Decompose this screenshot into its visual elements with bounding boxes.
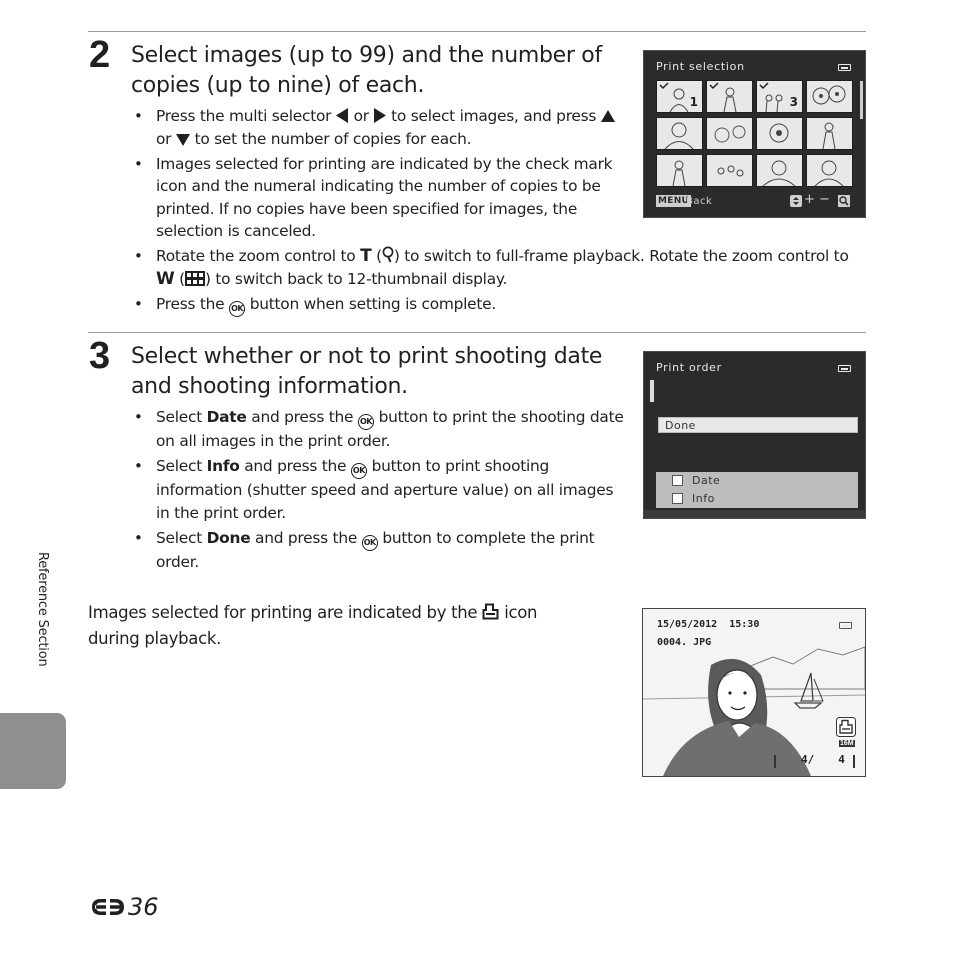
- thumbnail[interactable]: [656, 154, 703, 187]
- print-order-screen: [643, 351, 866, 519]
- print-options-panel: [656, 472, 858, 508]
- thumbnail-grid-icon: [185, 271, 205, 286]
- scroll-indicator: [650, 380, 654, 402]
- thumbnail[interactable]: [706, 80, 753, 113]
- step-2-bullet-ok: • Press the OK button when setting is complete.: [131, 293, 866, 317]
- image-mode-badge: 16M: [840, 740, 854, 747]
- ok-button-icon: OK: [362, 535, 378, 551]
- date-checkbox[interactable]: [672, 475, 683, 486]
- battery-icon: [838, 64, 851, 71]
- menu-key-badge: MENU: [658, 196, 690, 206]
- done-menu-item[interactable]: Done: [658, 417, 858, 433]
- thumbnail[interactable]: [656, 80, 703, 113]
- playback-screen: [642, 608, 866, 777]
- print-icon-note: Images selected for printing are indicated by the icon during playback.: [88, 603, 538, 648]
- copies-count: 3: [789, 95, 798, 109]
- date-option-label: Date: [692, 474, 721, 487]
- up-arrow-icon: [601, 110, 615, 123]
- down-arrow-icon: [176, 133, 190, 146]
- copies-count: 1: [689, 95, 698, 109]
- section-tab: [0, 713, 66, 789]
- print-selection-screen: [643, 50, 866, 218]
- step-2-bullet-multi-selector: • Press the multi selector or to select images, and press or to set the number of copies for each.: [131, 105, 631, 150]
- thumbnail[interactable]: [756, 154, 803, 187]
- zoom-wide-label: W: [156, 268, 175, 289]
- step-2-bullet-zoom-control: • Rotate the zoom control to T ( ) to switch to full-frame playback. Rotate the zoom control to W ( ) to switch back to 12-thumbnail display.: [131, 245, 866, 290]
- thumbnail[interactable]: [706, 117, 753, 150]
- counter-bracket: [853, 755, 855, 768]
- person-photo-icon: [657, 155, 702, 186]
- frame-counter: 4/ 4: [801, 753, 845, 766]
- info-option-label: Info: [692, 492, 715, 505]
- section-divider-middle: [88, 332, 866, 333]
- section-divider-top: [88, 31, 866, 32]
- right-arrow-icon: [373, 108, 386, 123]
- thumbnail[interactable]: [806, 80, 853, 113]
- step-2-bullets-wide: [131, 245, 866, 319]
- screen-bottom-bar: [644, 510, 865, 518]
- reference-section-label: Reference Section: [35, 552, 50, 667]
- print-order-icon: [482, 603, 499, 620]
- step-2-bullets-top: [131, 105, 631, 245]
- reference-section-icon: [88, 896, 128, 918]
- step-2-number: 2: [89, 34, 111, 76]
- file-name: 0004. JPG: [657, 637, 712, 648]
- copies-control-label: + −: [804, 192, 830, 207]
- person-photo-icon: [807, 118, 852, 149]
- zoom-magnifier-icon: [838, 195, 850, 207]
- step-3-number: 3: [89, 335, 111, 377]
- thumbnail[interactable]: [756, 80, 803, 113]
- portrait-photo-icon: [757, 155, 802, 186]
- print-order-title: Print order: [656, 361, 722, 374]
- flower-photo-icon: [707, 118, 752, 149]
- thumbnail[interactable]: [706, 154, 753, 187]
- portrait-photo-icon: [657, 118, 702, 149]
- zoom-tele-label: T: [360, 246, 372, 266]
- flower-photo-icon: [757, 118, 802, 149]
- step-2-bullet-selection-indicator: • Images selected for printing are indicated by the check mark icon and the numeral indicating the number of copies to be printed. If no copies have been specified for images, the selection is canceled.: [131, 153, 631, 243]
- step-2-title: Select images (up to 99) and the number of copies (up to nine) of each.: [131, 43, 602, 98]
- flower-photo-icon: [807, 81, 852, 112]
- counter-bracket: [774, 755, 776, 768]
- step-3-bullet-info: • Select Info and press the OK button to print shooting information (shutter speed and aperture value) on all images in the print order.: [131, 455, 631, 524]
- thumbnail[interactable]: [806, 154, 853, 187]
- step-3-bullet-date: • Select Date and press the OK button to print the shooting date on all images in the print order.: [131, 406, 631, 453]
- page-number: 36: [88, 893, 159, 921]
- thumbnail[interactable]: [656, 117, 703, 150]
- step-3-bullets: [131, 406, 631, 576]
- print-selection-title: Print selection: [656, 60, 745, 73]
- ok-button-icon: OK: [229, 301, 245, 317]
- magnifier-icon: [382, 246, 394, 263]
- thumbnail[interactable]: [806, 117, 853, 150]
- thumbnail[interactable]: [756, 117, 803, 150]
- step-3-title: Select whether or not to print shooting date and shooting information.: [131, 344, 603, 399]
- battery-icon: [838, 365, 851, 372]
- capture-datetime: 15/05/2012 15:30: [657, 619, 760, 630]
- playback-photo: [643, 609, 865, 776]
- check-mark-icon: [707, 81, 752, 112]
- print-order-icon: [836, 717, 856, 737]
- ok-button-icon: OK: [351, 463, 367, 479]
- scroll-indicator: [860, 81, 863, 119]
- ok-button-icon: OK: [358, 414, 374, 430]
- portrait-photo-icon: [807, 155, 852, 186]
- up-down-selector-icon: [790, 195, 802, 207]
- family-photo-icon: [707, 155, 752, 186]
- step-3-bullet-done: • Select Done and press the OK button to complete the print order.: [131, 527, 631, 574]
- back-label: Back: [686, 196, 713, 207]
- battery-icon: [839, 622, 852, 629]
- info-checkbox[interactable]: [672, 493, 683, 504]
- left-arrow-icon: [336, 108, 349, 123]
